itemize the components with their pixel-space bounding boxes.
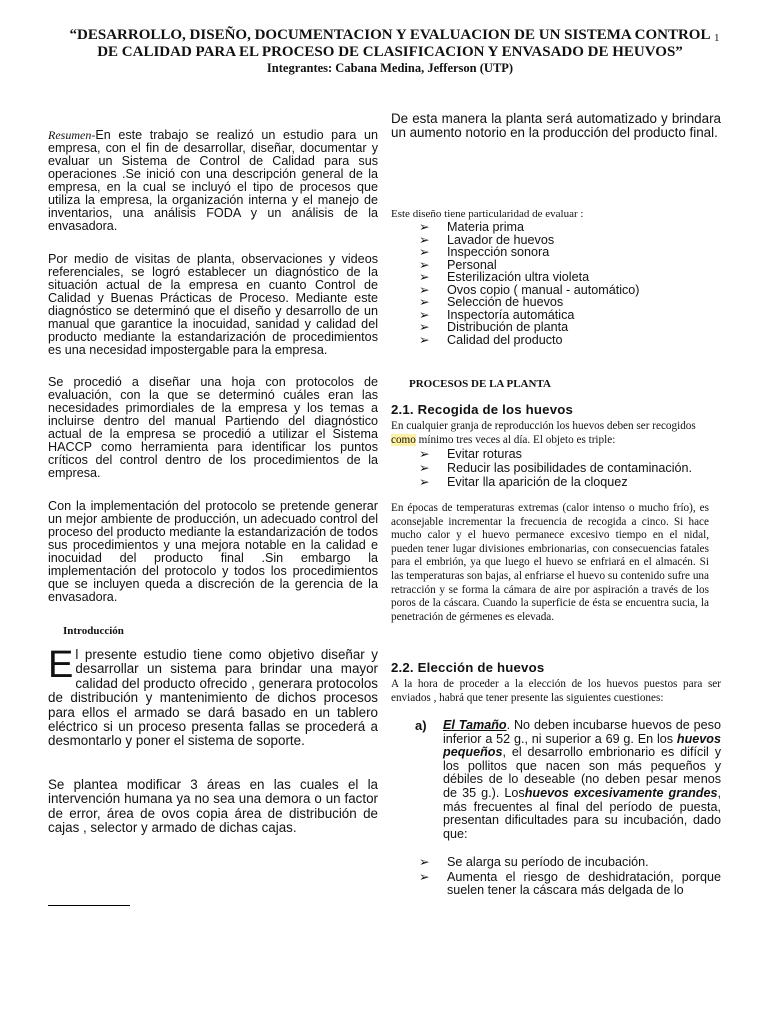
design-item-text: Materia prima: [447, 220, 524, 234]
section-2-1-text-b: mínimo tres veces al día. El objeto es triple:: [415, 433, 616, 446]
arrow-bullet-icon: ➢: [419, 447, 430, 461]
design-item: [419, 334, 719, 347]
incubation-item-text: Aumenta el riesgo de deshidratación, porque suelen tener la cáscara más delgada de lo: [447, 869, 721, 898]
abstract-text: En este trabajo se realizó un estudio para un empresa, con el fin de desarrollar, diseñar, documentar y evaluar un Sistema de Control de Calidad para sus operaciones .Se inició con una descripción general de la empresa, en la cual se incluyó el tipo de procesos que utiliza la empresa, la organización interna y el manejo de inventarios, una análisis FODA y un análisis de la envasadora.: [48, 128, 378, 233]
design-item-text: Esterilización ultra violeta: [447, 270, 590, 284]
item-a-text-3: , más frecuentes al final del período de puesta, presentan dificultades para su incubación, dado que:: [443, 785, 721, 841]
design-item-text: Ovos copio ( manual - automático): [447, 282, 640, 297]
paragraph-protocols: Se procedió a diseñar una hoja con protocolos de evaluación, con la que se determinó cuáles eran las necesidades primordiales de la empresa y los temas a incluirse dentro del manual Partiendo del diagnóstico actual de la empresa se procedió a utilizar el Sistema HACCP como herramienta para identificar los puntos críticos del control dentro de los procedimientos de la empresa.: [48, 375, 378, 480]
item-a-text: [443, 719, 721, 841]
introduction-text: l presente estudio tiene como objetivo diseñar y desarrollar un sistema para brindar una mayor calidad del producto ofrecido , generara protocolos de distribución y mantenimiento de dichos procesos para ellos el armado se dará basado en un tablero eléctrico si un proceso presenta fallas se procederá a desmontarlo y poner el sistema de soporte.: [48, 647, 378, 749]
design-item-text: Inspección sonora: [447, 245, 550, 259]
item-a-text-2: , el desarrollo embrionario es difícil y los pollitos que nacen son más pequeños y débiles de lo deseable (no deben pesar menos de 35 g.). Los: [443, 745, 721, 800]
section-2-1-heading: 2.1. Recogida de los huevos: [391, 402, 574, 417]
incubation-item-text: Se alarga su período de incubación.: [447, 855, 649, 869]
paragraph-areas: Se plantea modificar 3 áreas en las cuales el la intervención humana ya no sea una demora o un factor de error, área de ovos copia área de distribución de cajas , selector y armado de dichas cajas.: [48, 777, 378, 836]
item-a-bold-2: huevos excesivamente grandes: [524, 785, 718, 800]
introduction-paragraph: [48, 644, 378, 749]
arrow-bullet-icon: ➢: [419, 332, 430, 347]
drop-cap: E: [48, 644, 74, 686]
paper-title: “DESARROLLO, DISEÑO, DOCUMENTACION Y EVALUACION DE UN SISTEMA CONTROL DE CALIDAD PARA EL PROCESO DE CLASIFICACION Y ENVASADO DE HEUVOS”: [69, 27, 711, 60]
design-item-text: Inspectoría automática: [447, 307, 575, 322]
introduction-heading: Introducción: [63, 625, 124, 637]
item-a-label: El Tamaño: [443, 718, 507, 732]
recogida-item-text: Reducir las posibilidades de contaminación.: [447, 461, 693, 475]
design-item-text: Selección de huevos: [447, 295, 564, 309]
section-2-1-text-a: En cualquier granja de reproducción los huevos deben ser recogidos: [391, 420, 696, 432]
paper-header: [60, 27, 720, 76]
item-a-bold-1: huevos pequeños: [443, 731, 721, 760]
design-item-text: Distribución de planta: [447, 320, 569, 334]
arrow-bullet-icon: ➢: [419, 232, 430, 247]
section-2-2-heading: 2.2. Elección de huevos: [391, 660, 545, 675]
design-item-text: Lavador de huevos: [447, 232, 555, 247]
arrow-bullet-icon: ➢: [419, 270, 430, 284]
item-a-marker: a): [415, 718, 427, 733]
footnote-rule: [48, 905, 130, 906]
recogida-item: [419, 447, 719, 461]
item-a-text-1: . No deben incubarse huevos de peso inferior a 52 g., ni superior a 69 g. En los: [443, 718, 721, 746]
paper-authors: Integrantes: Cabana Medina, Jefferson (UTP): [266, 61, 514, 75]
recogida-item: [419, 461, 719, 475]
arrow-bullet-icon: ➢: [419, 320, 430, 334]
recogida-item-text: Evitar roturas: [447, 447, 522, 461]
arrow-bullet-icon: ➢: [419, 475, 430, 489]
arrow-bullet-icon: ➢: [419, 282, 430, 297]
arrow-bullet-icon: ➢: [419, 295, 430, 309]
incubation-list: [419, 856, 721, 898]
paragraph-diagnostic: Por medio de visitas de planta, observaciones y videos referenciales, se logró establecer un diagnóstico de la situación actual de la empresa en cuanto Control de Calidad y Buenas Prácticas de Proceso. Mediante este diagnóstico se determinó que el diseño y desarrollo de un manual que garantice la inocuidad, sanidad y calidad del producto mediante la estandarización de procedimientos es una necesidad impostergable para la empresa.: [48, 252, 378, 357]
processes-heading: PROCESOS DE LA PLANTA: [409, 378, 551, 390]
design-item-text: Personal: [447, 257, 497, 272]
recogida-item-text: Evitar lla aparición de la cloquez: [447, 475, 628, 489]
recogida-item: [419, 475, 719, 489]
arrow-bullet-icon: ➢: [419, 245, 430, 259]
section-2-1-text: [391, 420, 721, 447]
arrow-bullet-icon: ➢: [419, 257, 430, 272]
arrow-bullet-icon: ➢: [419, 307, 430, 322]
incubation-item: [419, 856, 721, 870]
abstract: [48, 129, 378, 233]
page-number: 1: [714, 32, 720, 44]
arrow-bullet-icon: ➢: [419, 461, 430, 475]
highlighted-word: como: [391, 433, 416, 446]
arrow-bullet-icon: ➢: [419, 220, 430, 234]
section-2-1-paragraph-2: En épocas de temperaturas extremas (calor intenso o mucho frío), es aconsejable incrementar la frecuencia de recogida a cinco. Si hace mucho calor y el huevo permanece excesivo tiempo en el nidal, pueden tener lugar divisiones embrionarias, con consecuencias fatales para el embrión, ya que luego el huevo se enfriará en el almacén. Si las temperaturas son bajas, al enfriarse el huevo su contenido sufre una retracción y se forma la cámara de aire por aspiración a través de los poros de la cáscara. Cuando la superficie de ésta se encuentra sucia, la penetración de gérmenes es elevada.: [391, 502, 709, 623]
incubation-item: [419, 871, 721, 898]
arrow-bullet-icon: ➢: [419, 855, 430, 869]
item-a: [415, 719, 721, 841]
section-2-2-text: A la hora de proceder a la elección de los huevos puestos para ser enviados , habrá que tener presente las siguientes cuestiones:: [391, 678, 721, 704]
design-item-text: Calidad del producto: [447, 332, 563, 347]
recogida-list: [419, 447, 719, 489]
paragraph-implementation: Con la implementación del protocolo se pretende generar un mejor ambiente de producción, un adecuado control del proceso del producto mediante la estandarización de todos sus procedimientos y una mejora notable en la calidad e inocuidad del producto final .Sin embargo la implementación del protocolo y todos los procedimientos que se incluyen queda a discreción de la gerencia de la envasadora.: [48, 499, 378, 604]
arrow-bullet-icon: ➢: [419, 869, 430, 884]
design-intro: Este diseño tiene particularidad de evaluar :: [391, 208, 584, 220]
introduction-continued: De esta manera la planta será automatizado y brindara un aumento notorio en la producción del producto final.: [391, 111, 721, 141]
abstract-label: Resumen-: [48, 128, 96, 142]
design-list: [419, 221, 719, 346]
